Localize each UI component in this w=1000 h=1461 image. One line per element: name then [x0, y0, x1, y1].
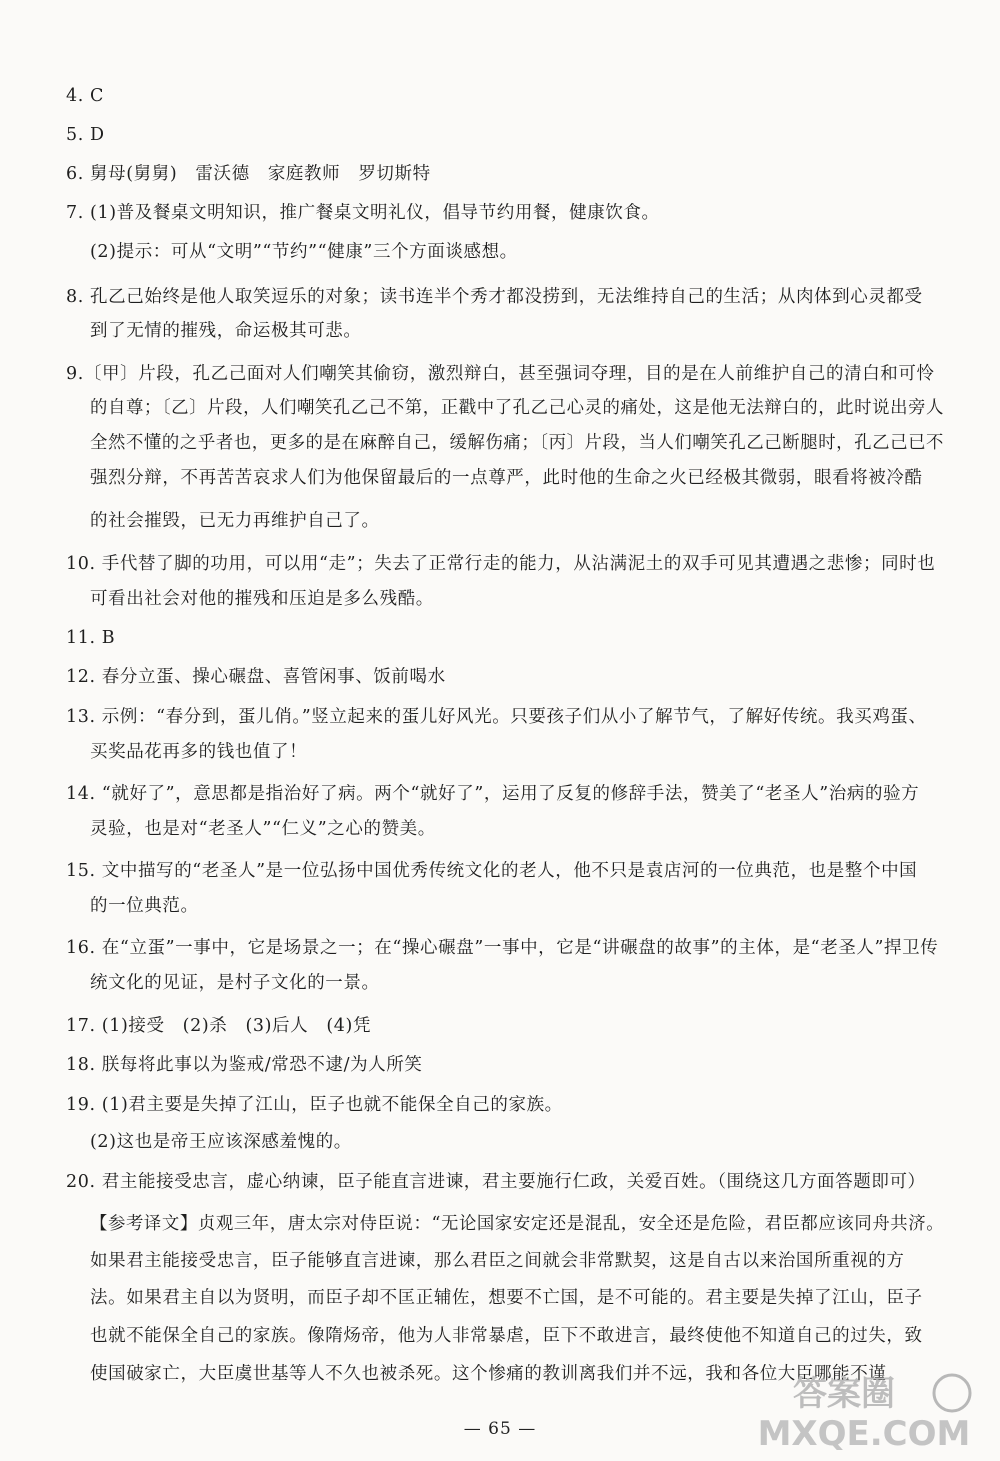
answer-line: 16. 在“立蛋”一事中，它是场景之一；在“操心碾盘”一事中，它是“讲碾盘的故事”的主体，是“老圣人”捍卫传	[66, 938, 939, 958]
answer-line: 11. B	[66, 628, 116, 648]
watermark-url: MXQE.COM	[757, 1414, 971, 1454]
answer-line: 8. 孔乙己始终是他人取笑逗乐的对象；读书连半个秀才都没捞到，无法维持自己的生活；从肉体到心灵都受	[66, 287, 923, 307]
answer-line: (2)提示：可从“文明”“节约”“健康”三个方面谈感想。	[90, 242, 518, 262]
answer-line: 法。如果君主自以为贤明，而臣子却不匡正辅佐，想要不亡国，是不可能的。君主要是失掉了江山，臣子	[90, 1288, 923, 1308]
answer-line: 买奖品花再多的钱也值了！	[90, 742, 308, 762]
answer-line: (2)这也是帝王应该深感羞愧的。	[90, 1132, 352, 1152]
answer-line: 可看出社会对他的摧残和压迫是多么残酷。	[90, 589, 434, 609]
answer-line: 5. D	[66, 125, 105, 145]
answer-line: 也就不能保全自己的家族。像隋炀帝，他为人非常暴虐，臣下不敢进言，最终使他不知道自己的过失，致	[90, 1326, 923, 1346]
answer-line: 20. 君主能接受忠言，虚心纳谏，臣子能直言进谏，君主要施行仁政，关爱百姓。（围绕这几方面答题即可）	[66, 1172, 926, 1192]
answer-line: 使国破家亡，大臣虞世基等人不久也被杀死。这个惨痛的教训离我们并不远，我和各位大臣哪能不谨	[90, 1364, 887, 1384]
answer-line: 15. 文中描写的“老圣人”是一位弘扬中国优秀传统文化的老人，他不只是袁店河的一位典范，也是整个中国	[66, 861, 918, 881]
answer-line: 的社会摧毁，已无力再维护自己了。	[90, 511, 380, 531]
answer-line: 如果君主能接受忠言，臣子能够直言进谏，那么君臣之间就会非常默契，这是自古以来治国所重视的方	[90, 1251, 905, 1271]
answer-line: 19. (1)君主要是失掉了江山，臣子也就不能保全自己的家族。	[66, 1095, 563, 1115]
answer-line: 的自尊；〔乙〕片段，人们嘲笑孔乙己不第，正戳中了孔乙己心灵的痛处，这是他无法辩白的，此时说出旁人	[90, 398, 945, 418]
answer-line: 18. 朕每将此事以为鉴戒/常恐不逮/为人所笑	[66, 1055, 423, 1075]
watermark-logo-text: 答案圈	[793, 1374, 895, 1414]
watermark	[704, 1369, 994, 1455]
answer-line: 9.〔甲〕片段，孔乙己面对人们嘲笑其偷窃，激烈辩白，甚至强词夺理，目的是在人前维护自己的清白和可怜	[66, 364, 935, 384]
answer-line: 【参考译文】贞观三年，唐太宗对侍臣说：“无论国家安定还是混乱，安全还是危险，君臣都应该同舟共济。	[90, 1214, 945, 1234]
answer-line: 10. 手代替了脚的功用，可以用“走”；失去了正常行走的能力，从沾满泥土的双手可见其遭遇之悲惨；同时也	[66, 554, 936, 574]
answer-line: 灵验，也是对“老圣人”“仁义”之心的赞美。	[90, 819, 436, 839]
answer-line: 全然不懂的之乎者也，更多的是在麻醉自己，缓解伤痛；〔丙〕片段，当人们嘲笑孔乙己断腿时，孔乙己已不	[90, 433, 945, 453]
answer-line: 的一位典范。	[90, 896, 199, 916]
answer-line: 12. 春分立蛋、操心碾盘、喜管闲事、饭前喝水	[66, 667, 446, 687]
answer-line: 13. 示例：“春分到，蛋儿俏。”竖立起来的蛋儿好风光。只要孩子们从小了解节气，了解好传统。我买鸡蛋、	[66, 707, 927, 727]
answer-line: 7. (1)普及餐桌文明知识，推广餐桌文明礼仪，倡导节约用餐，健康饮食。	[66, 203, 660, 223]
watermark-logo-icon	[704, 1369, 994, 1455]
answer-line: 到了无情的摧残，命运极其可悲。	[90, 321, 362, 341]
answer-line: 强烈分辩，不再苦苦哀求人们为他保留最后的一点尊严，此时他的生命之火已经极其微弱，眼看将被冷酷	[90, 468, 923, 488]
answer-line: 4. C	[66, 86, 105, 106]
answer-line: 统文化的见证，是村子文化的一景。	[90, 973, 380, 993]
answer-line: 6. 舅母(舅舅) 雷沃德 家庭教师 罗切斯特	[66, 164, 431, 184]
answer-line: 14. “就好了”，意思都是指治好了病。两个“就好了”，运用了反复的修辞手法，赞美了“老圣人”治病的验方	[66, 784, 920, 804]
page-number: — 65 —	[463, 1419, 537, 1439]
answer-line: 17. (1)接受 (2)杀 (3)后人 (4)凭	[66, 1016, 372, 1036]
